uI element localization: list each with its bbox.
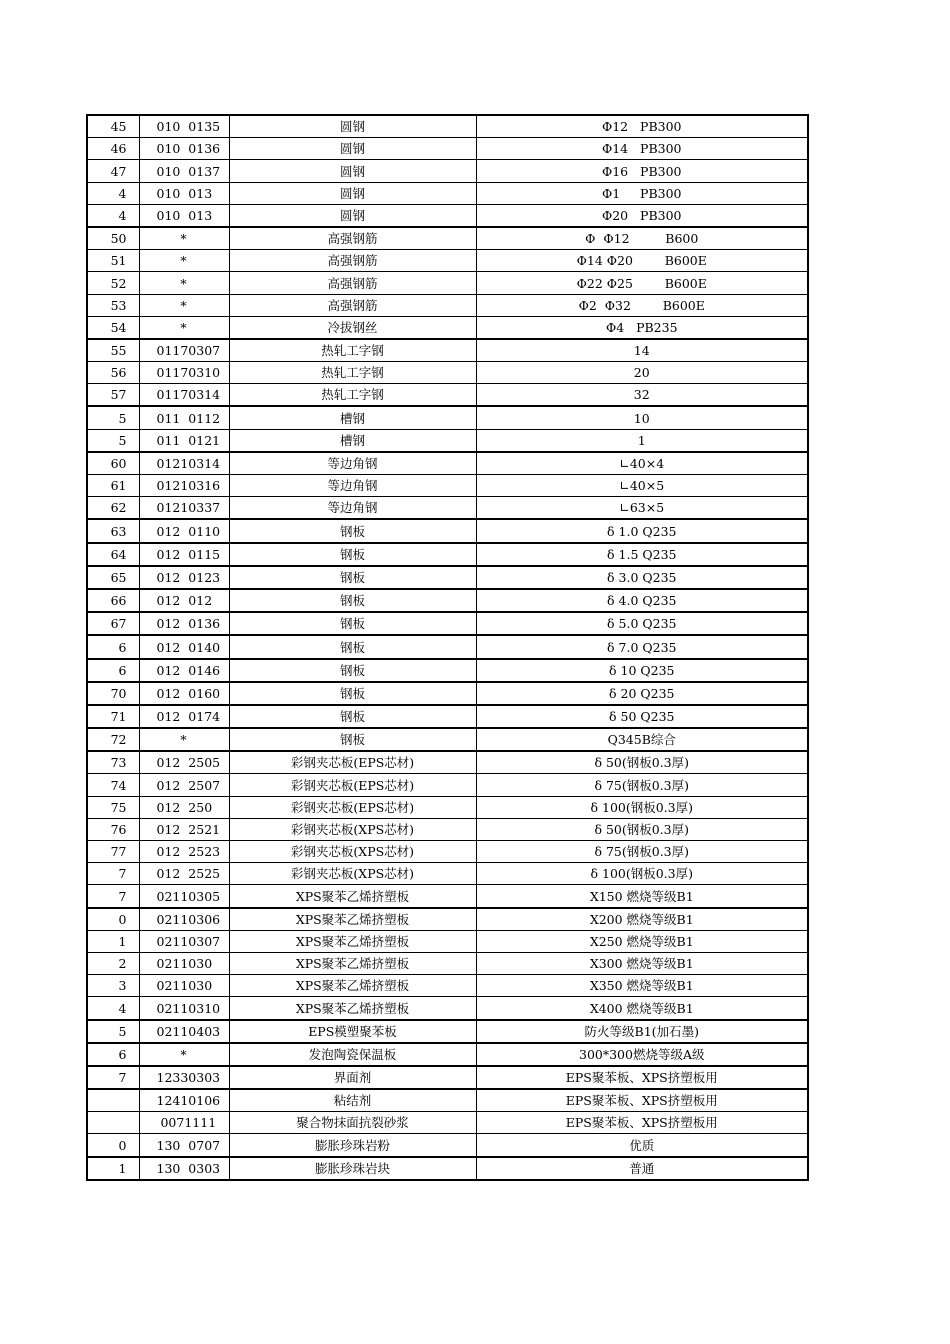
row-number: 75 [87,796,139,818]
row-number: 4 [87,204,139,227]
material-code: 02110305 [139,885,229,908]
material-code: 012 0160 [139,682,229,705]
row-number: 7 [87,885,139,908]
material-code: * [139,250,229,272]
row-number: 73 [87,751,139,774]
material-spec: δ 100(钢板0.3厚) [476,796,808,818]
table-row [87,908,808,931]
row-number: 6 [87,659,139,682]
material-name: 等边角钢 [229,475,476,497]
material-name: EPS模塑聚苯板 [229,1020,476,1043]
material-code: 010 0137 [139,160,229,182]
material-spec: 普通 [476,1157,808,1180]
material-spec: 300*300燃烧等级A级 [476,1043,808,1066]
material-name: 热轧工字钢 [229,339,476,362]
material-name: 彩钢夹芯板(EPS芯材) [229,751,476,774]
row-number: 46 [87,138,139,160]
row-number: 0 [87,908,139,931]
material-spec: δ 5.0 Q235 [476,612,808,635]
material-code: * [139,316,229,339]
material-name: 高强钢筋 [229,294,476,316]
material-name: 钢板 [229,705,476,728]
table-row [87,774,808,796]
material-spec: δ 1.0 Q235 [476,519,808,542]
table-row [87,204,808,227]
table-row [87,930,808,952]
row-number: 77 [87,841,139,863]
row-number: 51 [87,250,139,272]
row-number: 54 [87,316,139,339]
material-code: 010 013 [139,204,229,227]
table-row [87,975,808,997]
material-spec: δ 75(钢板0.3厚) [476,774,808,796]
material-code: * [139,272,229,294]
table-row [87,452,808,475]
row-number: 1 [87,1157,139,1180]
row-number: 2 [87,952,139,974]
row-number: 62 [87,497,139,520]
row-number: 56 [87,362,139,384]
material-name: 彩钢夹芯板(XPS芯材) [229,863,476,885]
material-code: 01210337 [139,497,229,520]
table-row [87,818,808,840]
row-number: 7 [87,863,139,885]
material-name: 圆钢 [229,182,476,204]
material-name: 钢板 [229,659,476,682]
table-row [87,1043,808,1066]
table-row [87,1020,808,1043]
material-name: 热轧工字钢 [229,384,476,407]
material-code: 01210314 [139,452,229,475]
material-name: 高强钢筋 [229,272,476,294]
material-code: * [139,728,229,751]
material-spec: 14 [476,339,808,362]
material-spec: 32 [476,384,808,407]
row-number: 76 [87,818,139,840]
material-spec: δ 75(钢板0.3厚) [476,841,808,863]
table-row [87,250,808,272]
material-name: XPS聚苯乙烯挤塑板 [229,975,476,997]
material-code: 01170314 [139,384,229,407]
material-spec: X400 燃烧等级B1 [476,997,808,1020]
material-spec: Φ12 PB300 [476,115,808,138]
row-number: 55 [87,339,139,362]
row-number: 50 [87,227,139,250]
material-name: 钢板 [229,519,476,542]
material-code: 0071111 [139,1112,229,1134]
material-name: 粘结剂 [229,1089,476,1112]
material-code: 02110306 [139,908,229,931]
material-spec: Φ1 PB300 [476,182,808,204]
material-spec: EPS聚苯板、XPS挤塑板用 [476,1112,808,1134]
row-number: 5 [87,1020,139,1043]
row-number: 45 [87,115,139,138]
row-number: 74 [87,774,139,796]
table-row [87,362,808,384]
row-number: 52 [87,272,139,294]
material-spec: 20 [476,362,808,384]
material-code: 012 2521 [139,818,229,840]
table-row [87,294,808,316]
material-spec: 10 [476,406,808,429]
material-spec: δ 100(钢板0.3厚) [476,863,808,885]
material-spec: δ 50(钢板0.3厚) [476,751,808,774]
material-spec: Q345B综合 [476,728,808,751]
material-name: XPS聚苯乙烯挤塑板 [229,930,476,952]
material-code: 012 2507 [139,774,229,796]
material-name: 彩钢夹芯板(EPS芯材) [229,796,476,818]
material-code: 01170310 [139,362,229,384]
material-code: * [139,294,229,316]
table-row [87,429,808,452]
material-code: 01170307 [139,339,229,362]
materials-table-body [87,115,808,1180]
material-spec: X150 燃烧等级B1 [476,885,808,908]
table-row [87,272,808,294]
row-number: 4 [87,997,139,1020]
material-name: 冷拔钢丝 [229,316,476,339]
table-row [87,682,808,705]
material-code: 010 013 [139,182,229,204]
table-row [87,589,808,612]
material-spec: ∟40×4 [476,452,808,475]
material-code: * [139,1043,229,1066]
material-code: 0211030 [139,952,229,974]
table-row [87,339,808,362]
material-spec: δ 20 Q235 [476,682,808,705]
row-number: 71 [87,705,139,728]
material-spec: Φ20 PB300 [476,204,808,227]
material-spec: δ 50(钢板0.3厚) [476,818,808,840]
material-code: 012 2505 [139,751,229,774]
material-spec: δ 3.0 Q235 [476,566,808,589]
material-code: 012 0115 [139,543,229,566]
material-spec: Φ2 Φ32 B600E [476,294,808,316]
material-spec: X300 燃烧等级B1 [476,952,808,974]
material-code: 011 0121 [139,429,229,452]
material-name: 高强钢筋 [229,227,476,250]
material-name: 圆钢 [229,204,476,227]
material-spec: 防火等级B1(加石墨) [476,1020,808,1043]
material-name: XPS聚苯乙烯挤塑板 [229,997,476,1020]
table-row [87,115,808,138]
table-row [87,138,808,160]
table-row [87,1157,808,1180]
row-number: 70 [87,682,139,705]
row-number: 72 [87,728,139,751]
material-name: XPS聚苯乙烯挤塑板 [229,885,476,908]
table-row [87,635,808,658]
material-spec: ∟63×5 [476,497,808,520]
material-code: 0211030 [139,975,229,997]
material-name: 钢板 [229,589,476,612]
table-row [87,952,808,974]
material-code: 012 0146 [139,659,229,682]
table-row [87,497,808,520]
table-row [87,406,808,429]
material-spec: Φ14 PB300 [476,138,808,160]
row-number: 61 [87,475,139,497]
row-number: 47 [87,160,139,182]
table-row [87,566,808,589]
table-row [87,475,808,497]
material-name: 彩钢夹芯板(XPS芯材) [229,818,476,840]
row-number [87,1112,139,1134]
table-row [87,705,808,728]
row-number: 63 [87,519,139,542]
material-code: 012 012 [139,589,229,612]
material-name: 高强钢筋 [229,250,476,272]
material-code: 01210316 [139,475,229,497]
material-name: 钢板 [229,543,476,566]
material-code: 012 250 [139,796,229,818]
material-code: 12330303 [139,1066,229,1089]
row-number: 4 [87,182,139,204]
material-spec: EPS聚苯板、XPS挤塑板用 [476,1066,808,1089]
materials-table [86,114,809,1181]
material-code: 011 0112 [139,406,229,429]
material-spec: Φ Φ12 B600 [476,227,808,250]
material-spec: Φ22 Φ25 B600E [476,272,808,294]
material-name: 等边角钢 [229,452,476,475]
table-row [87,728,808,751]
material-code: 010 0135 [139,115,229,138]
row-number: 65 [87,566,139,589]
material-name: 膨胀珍珠岩粉 [229,1134,476,1157]
material-name: 钢板 [229,635,476,658]
table-row [87,841,808,863]
table-row [87,543,808,566]
row-number: 1 [87,930,139,952]
material-code: 12410106 [139,1089,229,1112]
material-name: 圆钢 [229,115,476,138]
row-number: 53 [87,294,139,316]
material-code: * [139,227,229,250]
table-row [87,885,808,908]
row-number: 5 [87,429,139,452]
material-name: 圆钢 [229,160,476,182]
material-code: 012 0123 [139,566,229,589]
row-number: 57 [87,384,139,407]
row-number: 64 [87,543,139,566]
material-name: 膨胀珍珠岩块 [229,1157,476,1180]
material-name: 钢板 [229,566,476,589]
material-name: 钢板 [229,682,476,705]
row-number: 0 [87,1134,139,1157]
material-spec: X200 燃烧等级B1 [476,908,808,931]
material-spec: Φ4 PB235 [476,316,808,339]
material-name: 热轧工字钢 [229,362,476,384]
material-name: 槽钢 [229,406,476,429]
material-spec: Φ16 PB300 [476,160,808,182]
material-name: 发泡陶瓷保温板 [229,1043,476,1066]
row-number [87,1089,139,1112]
table-row [87,384,808,407]
material-spec: X250 燃烧等级B1 [476,930,808,952]
material-code: 130 0303 [139,1157,229,1180]
table-row [87,751,808,774]
material-name: 彩钢夹芯板(XPS芯材) [229,841,476,863]
material-code: 012 0140 [139,635,229,658]
table-row [87,1066,808,1089]
material-name: 彩钢夹芯板(EPS芯材) [229,774,476,796]
row-number: 5 [87,406,139,429]
table-row [87,519,808,542]
material-spec: Φ14 Φ20 B600E [476,250,808,272]
row-number: 60 [87,452,139,475]
material-name: 界面剂 [229,1066,476,1089]
material-name: 聚合物抹面抗裂砂浆 [229,1112,476,1134]
material-code: 010 0136 [139,138,229,160]
table-row [87,997,808,1020]
material-code: 012 0136 [139,612,229,635]
material-code: 012 0174 [139,705,229,728]
material-code: 012 2523 [139,841,229,863]
table-row [87,659,808,682]
material-spec: δ 50 Q235 [476,705,808,728]
row-number: 7 [87,1066,139,1089]
material-spec: δ 1.5 Q235 [476,543,808,566]
material-name: XPS聚苯乙烯挤塑板 [229,908,476,931]
table-row [87,182,808,204]
table-row [87,160,808,182]
material-name: XPS聚苯乙烯挤塑板 [229,952,476,974]
material-spec: ∟40×5 [476,475,808,497]
material-name: 钢板 [229,612,476,635]
material-name: 槽钢 [229,429,476,452]
table-row [87,1089,808,1112]
row-number: 6 [87,1043,139,1066]
row-number: 3 [87,975,139,997]
row-number: 67 [87,612,139,635]
table-row [87,863,808,885]
material-spec: 优质 [476,1134,808,1157]
table-row [87,316,808,339]
material-code: 02110307 [139,930,229,952]
table-row [87,1134,808,1157]
row-number: 6 [87,635,139,658]
material-code: 02110310 [139,997,229,1020]
table-row [87,1112,808,1134]
material-spec: δ 10 Q235 [476,659,808,682]
material-name: 圆钢 [229,138,476,160]
table-row [87,227,808,250]
row-number: 66 [87,589,139,612]
material-name: 等边角钢 [229,497,476,520]
material-spec: EPS聚苯板、XPS挤塑板用 [476,1089,808,1112]
table-row [87,796,808,818]
material-code: 012 2525 [139,863,229,885]
material-spec: X350 燃烧等级B1 [476,975,808,997]
material-code: 012 0110 [139,519,229,542]
material-spec: δ 4.0 Q235 [476,589,808,612]
material-spec: δ 7.0 Q235 [476,635,808,658]
material-code: 130 0707 [139,1134,229,1157]
material-spec: 1 [476,429,808,452]
material-name: 钢板 [229,728,476,751]
material-code: 02110403 [139,1020,229,1043]
table-row [87,612,808,635]
